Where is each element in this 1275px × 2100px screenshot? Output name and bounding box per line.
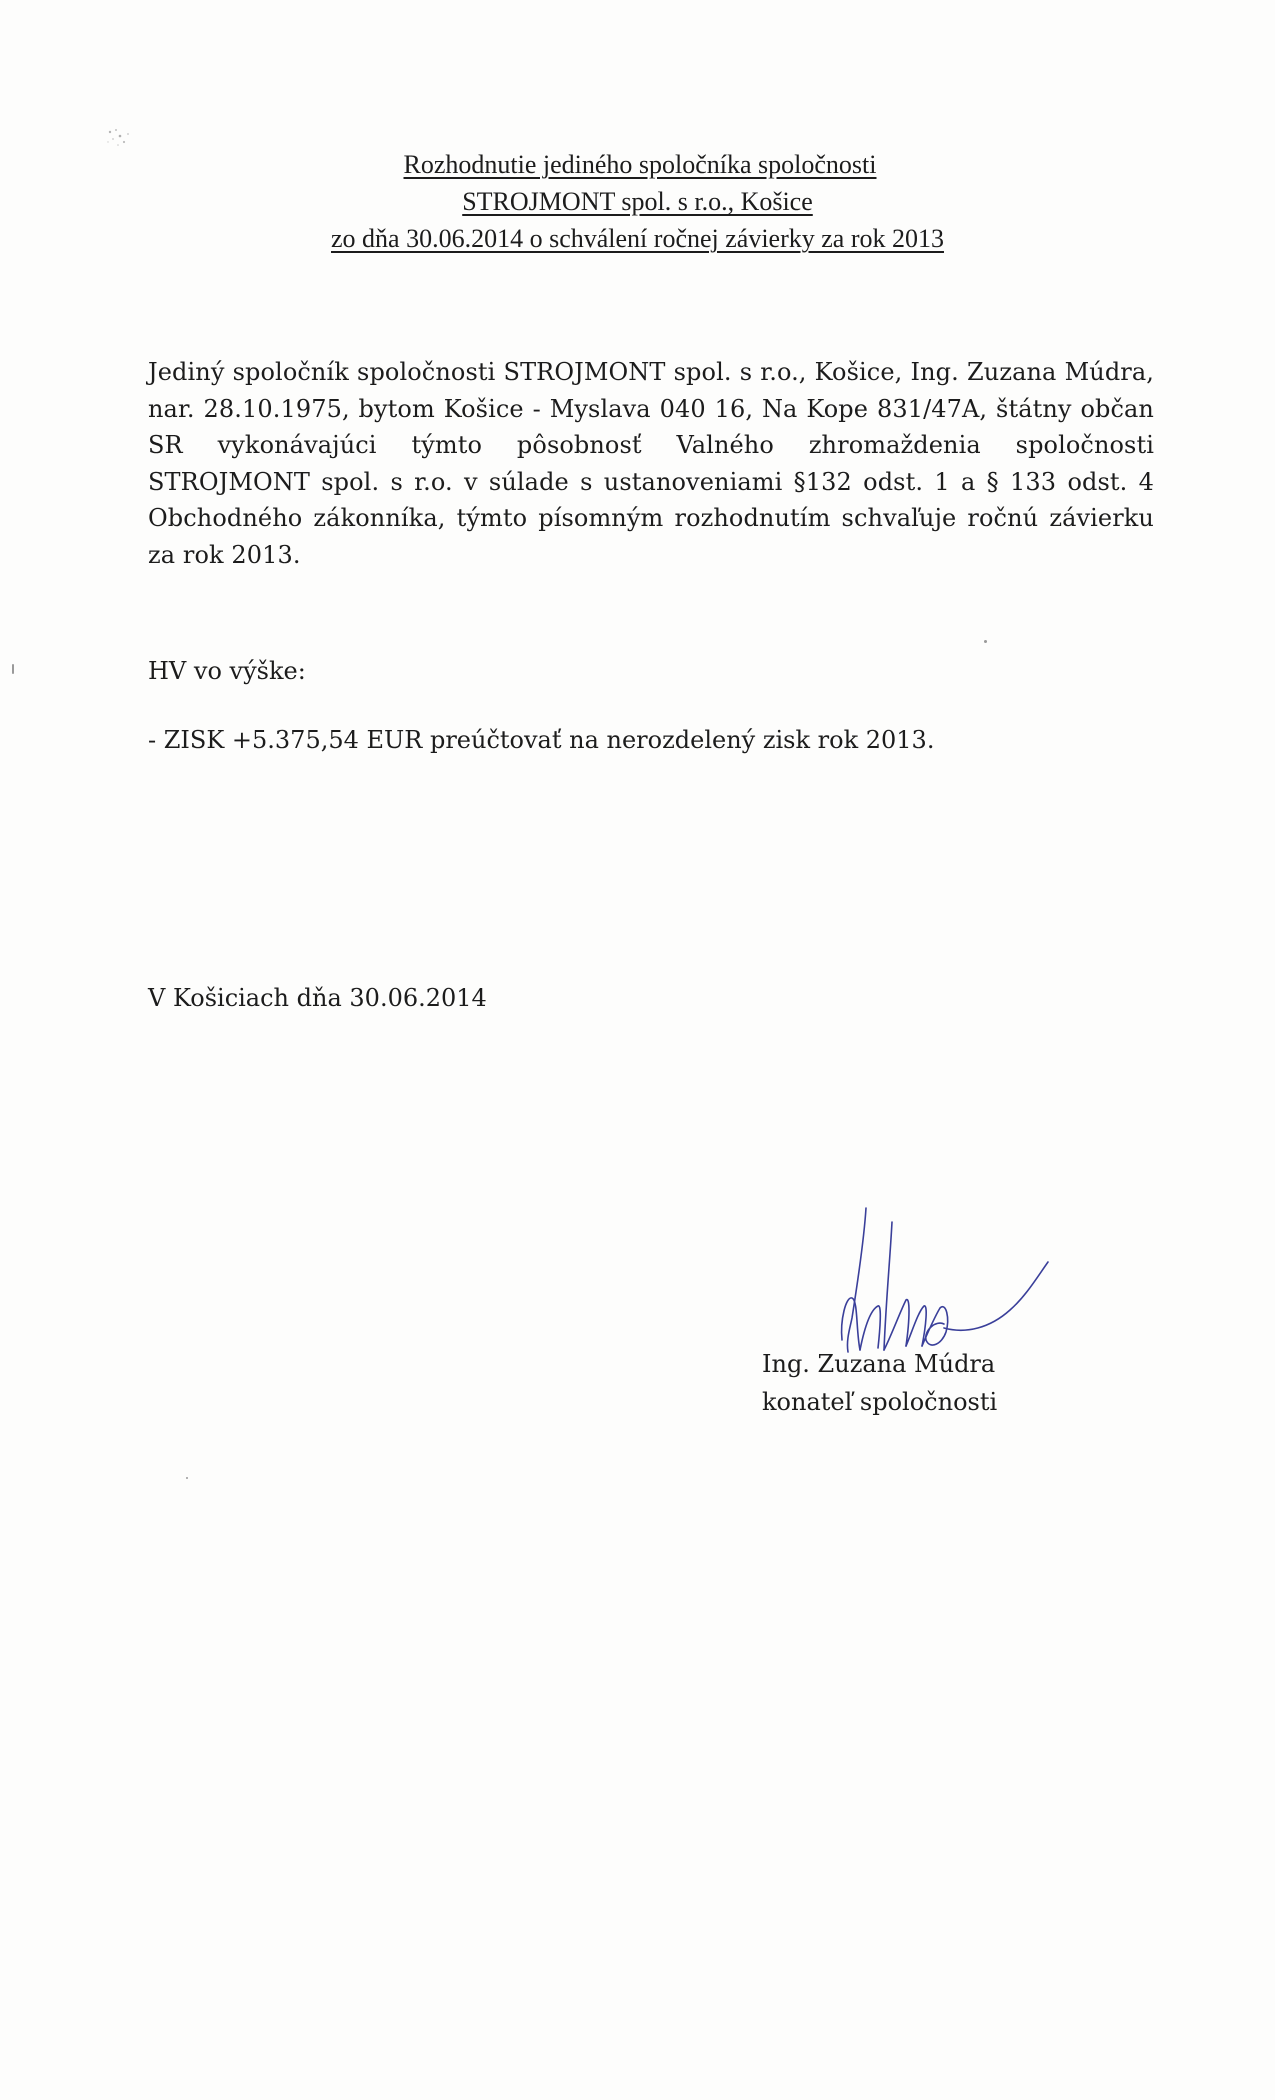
place-and-date: V Košiciach dňa 30.06.2014 — [148, 984, 487, 1012]
heading-line-3: zo dňa 30.06.2014 o schválení ročnej závierky za rok 2013 — [331, 224, 944, 253]
signatory-name: Ing. Zuzana Múdra — [762, 1350, 996, 1378]
scan-speck — [186, 1477, 188, 1479]
handwritten-signature — [830, 1200, 1090, 1370]
scan-speck — [984, 640, 987, 643]
decision-paragraph: Jediný spoločník spoločnosti STROJMONT spol. s r.o., Košice, Ing. Zuzana Múdra, nar. 28.10.1975, bytom Košice - Myslava 040 16, Na Kope 831/47A, štátny občan SR vykonávajúci týmto pôsobnosť Valného zhromaždenia spoločnosti STROJMONT spol. s r.o. v súlade s ustanoveniami §132 odst. 1 a § 133 odst. 4 Obchodného zákonníka, týmto písomným rozhodnutím schvaľuje ročnú závierku za rok 2013. — [148, 358, 1154, 569]
profit-item: - ZISK +5.375,54 EUR preúčtovať na nerozdelený zisk rok 2013. — [148, 726, 935, 754]
document-heading — [0, 146, 1275, 257]
signatory-role: konateľ spoločnosti — [762, 1388, 998, 1416]
heading-line-2: STROJMONT spol. s r.o., Košice — [462, 187, 813, 216]
result-label: HV vo výške: — [148, 657, 306, 685]
scan-speck — [12, 664, 14, 674]
heading-line-1: Rozhodnutie jediného spoločníka spoločnosti — [403, 150, 877, 179]
